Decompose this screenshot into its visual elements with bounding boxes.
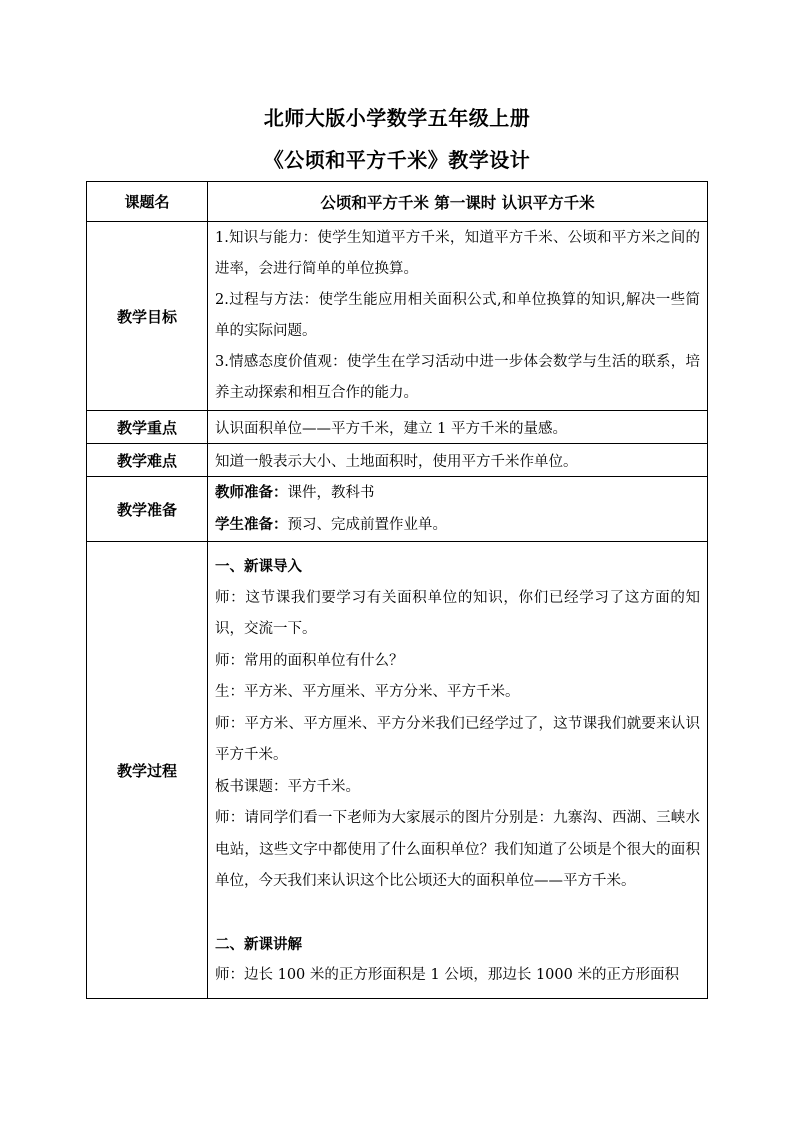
preparation-content (208, 477, 708, 542)
goals-label: 教学目标 (87, 222, 208, 411)
section-heading: 二、新课讲解 (215, 935, 302, 953)
key-points-label: 教学重点 (87, 411, 208, 444)
key-points-value: 认识面积单位——平方千米，建立 1 平方千米的量感。 (208, 411, 708, 444)
process-line: 师：这节课我们要学习有关面积单位的知识，你们已经学习了这方面的知识，交流一下。 (215, 589, 700, 638)
table-row-process (87, 542, 708, 999)
teacher-prep-label: 教师准备： (215, 484, 288, 501)
student-prep-label: 学生准备： (215, 516, 288, 533)
student-prep-line (215, 509, 700, 541)
preparation-label: 教学准备 (87, 477, 208, 542)
process-line: 师：平方米、平方厘米、平方分米我们已经学过了，这节课我们就要来认识平方千米。 (215, 715, 700, 764)
difficulties-label: 教学难点 (87, 444, 208, 477)
teacher-prep-line (215, 477, 700, 509)
difficulties-value: 知道一般表示大小、土地面积时，使用平方千米作单位。 (208, 444, 708, 477)
process-label: 教学过程 (87, 542, 208, 999)
table-row-goals (87, 222, 708, 411)
teacher-prep-value: 课件，教科书 (287, 485, 375, 501)
goal-item: 2.过程与方法：使学生能应用相关面积公式,和单位换算的知识,解决一些简单的实际问题。 (215, 292, 700, 339)
process-line: 生：平方米、平方厘米、平方分米、平方千米。 (215, 684, 520, 701)
goals-content (208, 222, 708, 411)
topic-value: 公顷和平方千米 第一课时 认识平方千米 (208, 182, 708, 222)
table-row-key-points (87, 411, 708, 444)
process-line: 师：请同学们看一下老师为大家展示的图片分别是：九寨沟、西湖、三峡水电站，这些文字中都使用了什么面积单位？我们知道了公顷是个很大的面积单位，今天我们来认识这个比公顷还大的面积单位——平方千米。 (215, 810, 700, 890)
table-row-difficulties (87, 444, 708, 477)
process-content (208, 542, 708, 999)
document-title: 北师大版小学数学五年级上册 (263, 106, 531, 130)
document-subtitle: 《公顷和平方千米》教学设计 (263, 148, 531, 172)
goal-item: 3.情感态度价值观：使学生在学习活动中进一步体会数学与生活的联系，培养主动探索和相互合作的能力。 (215, 354, 700, 401)
process-line: 板书课题：平方千米。 (215, 778, 360, 795)
lesson-plan-table (86, 181, 708, 999)
topic-label: 课题名 (87, 182, 208, 222)
process-line: 师：边长 100 米的正方形面积是 1 公顷，那边长 1000 米的正方形面积 (215, 967, 679, 984)
goal-item: 1.知识与能力：使学生知道平方千米，知道平方千米、公顷和平方米之间的进率，会进行简单的单位换算。 (215, 230, 700, 277)
blank-line (215, 898, 700, 929)
section-heading: 一、新课导入 (215, 558, 302, 576)
student-prep-value: 预习、完成前置作业单。 (287, 517, 447, 533)
process-line: 师：常用的面积单位有什么？ (215, 652, 404, 669)
table-row-topic (87, 182, 708, 222)
table-row-preparation (87, 477, 708, 542)
